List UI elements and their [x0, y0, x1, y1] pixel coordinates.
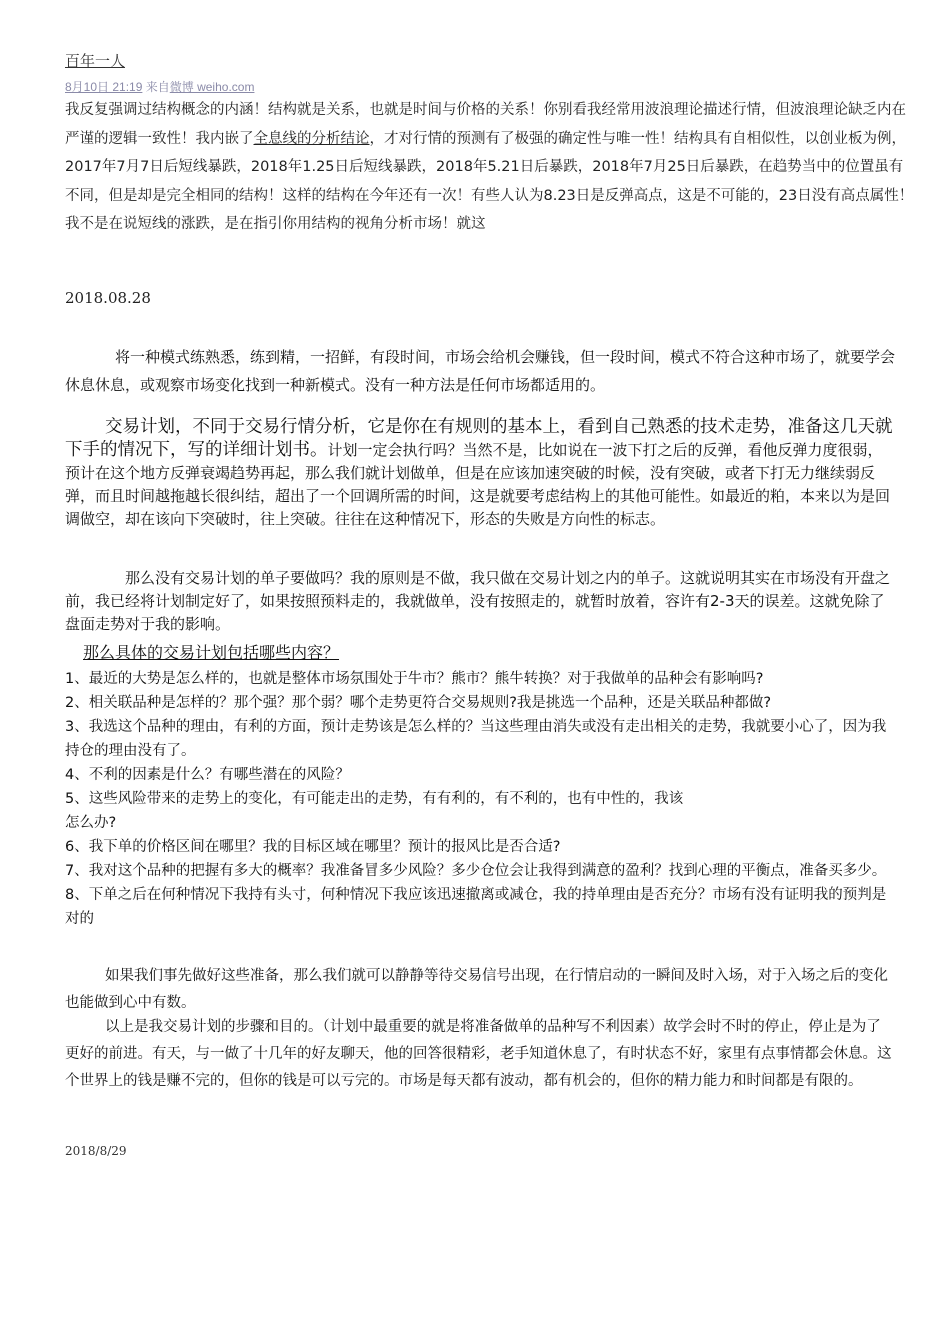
paragraph-preparation: 如果我们事先做好这些准备，那么我们就可以静静等待交易信号出现，在行情启动的一瞬间及时入场，对于入场之后的变化也能做到心中有数。	[65, 968, 888, 1011]
list-item: 7、我对这个品种的把握有多大的概率？我准备冒多少风险？多少仓位会让我得到满意的盈利？找到心理的平衡点，准备买多少。	[65, 863, 887, 879]
list-item: 怎么办?	[65, 815, 117, 831]
list-item: 6、我下单的价格区间在哪里？我的目标区域在哪里？预计的报风比是否合适?	[65, 839, 561, 855]
post-meta	[65, 78, 254, 95]
list-item: 5、这些风险带来的走势上的变化，有可能走出的走势，有有利的，有不利的，也有中性的，我该	[65, 791, 684, 807]
paragraph-trading-plan	[65, 416, 895, 531]
post-from-label: 来自	[145, 80, 170, 94]
plan-checklist	[65, 667, 895, 931]
list-item: 4、不利的因素是什么？有哪些潜在的风险？	[65, 767, 350, 783]
post-time-link[interactable]: 8月10日 21:19	[65, 80, 143, 94]
paragraph-mode: 将一种模式练熟悉，练到精，一招鲜，有段时间，市场会给机会赚钱，但一段时间，模式不符合这种市场了，就要学会休息休息，或观察市场变化找到一种新模式。没有一种方法是任何市场都适用的。	[65, 348, 896, 394]
list-item: 8、下单之后在何种情况下我持有头寸，何种情况下我应该迅速撤离或减仓，我的持单理由是否充分？市场有没有证明我的预判是对的	[65, 887, 887, 927]
post-source-link[interactable]: 微博 weiho.com	[169, 80, 255, 94]
paragraph-trading-plan-rest: 计划一定会执行吗？当然不是，比如说在一波下打之后的反弹，看他反弹力度很弱，预计在这个地方反弹衰竭趋势再起，那么我们就计划做单，但是在应该加速突破的时候，没有突破，或者下打无力继续弱反弹，而且时间越拖越长很纠结，超出了一个回调所需的时间，这是就要考虑结构上的其他可能性。如最近的粕，本来以为是回调做空，却在该向下突破时，往上突破。往往在这种情况下，形态的失败是方向性的标志。	[65, 441, 891, 528]
post-inline-link[interactable]: 全息线的分析结论	[253, 130, 370, 147]
author-name-link[interactable]: 百年一人	[65, 52, 126, 70]
list-item: 1、最近的大势是怎么样的，也就是整体市场氛围处于牛市？熊市？熊牛转换？对于我做单的品种会有影响吗?	[65, 671, 764, 687]
post-text-after: ，才对行情的预测有了极强的确定性与唯一性！结构具有自相似性，以创业板为例，2017年7月7日后短线暴跌，2018年1.25日后短线暴跌，2018年5.21日后暴跌，2018年7月25日后暴跌，在趋势当中的位置虽有不同，但是却是完全相同的结构！这样的结构在今年还有一次！有些人认为8.23日是反弹高点，这是不可能的，23日没有高点属性！我不是在说短线的涨跌，是在指引你用结构的视角分析市场！就这	[65, 130, 914, 232]
paragraph-trading-plan-lead: 交易计划，不同于交易行情分析，它是你在有规则的基本上，看到自己熟悉的技术走势，准备这几天就下手的情况下，写的详细计划书。	[65, 417, 893, 460]
post-text-before: 我反复强调过结构概念的内涵！结构就是关系，也就是时间与价格的关系！你别看我经常用波浪理论描述行情，但波浪理论缺乏内在严谨的逻辑一致性！我内嵌了	[65, 102, 906, 147]
list-item: 2、相关联品种是怎样的？那个强？那个弱？哪个走势更符合交易规则?我是挑选一个品种，还是关联品种都做?	[65, 695, 772, 711]
section-heading: 那么具体的交易计划包括哪些内容？	[83, 643, 340, 662]
article-date: 2018.08.28	[65, 289, 151, 307]
weibo-post-text	[65, 96, 915, 239]
paragraph-conclusion: 以上是我交易计划的步骤和目的。（计划中最重要的就是将准备做单的品种写不利因素）故学会时不时的停止，停止是为了更好的前进。有天，与一做了十几年的好友聊天，他的回答很精彩，老手知道休息了，有时状态不好，家里有点事情都会休息。这个世界上的钱是赚不完的，但你的钱是可以亏完的。市场是每天都有波动，都有机会的，但你的精力能力和时间都是有限的。	[65, 1019, 892, 1089]
list-item: 3、我选这个品种的理由，有利的方面，预计走势该是怎么样的？当这些理由消失或没有走出相关的走势，我就要小心了，因为我持仓的理由没有了。	[65, 719, 887, 759]
paragraph-no-plan: 那么没有交易计划的单子要做吗？我的原则是不做，我只做在交易计划之内的单子。这就说明其实在市场没有开盘之前，我已经将计划制定好了，如果按照预料走的，我就做单，没有按照走的，就暂时放着，容许有2-3天的误差。这就免除了盘面走势对于我的影响。	[65, 569, 891, 633]
closing-date: 2018/8/29	[65, 1144, 127, 1158]
